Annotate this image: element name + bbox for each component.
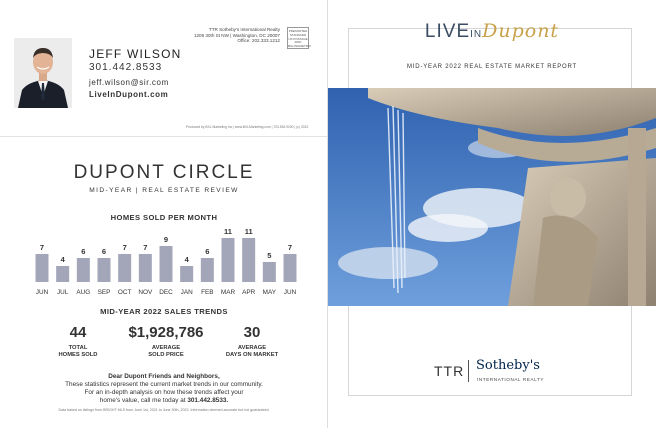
month-tick-label: JUN	[283, 289, 297, 296]
logo-in: IN	[470, 29, 483, 40]
bar-value-label: 9	[163, 235, 169, 244]
month-tick-label: AUG	[76, 289, 91, 296]
return-address-office: Office: 202.333.1212	[237, 38, 280, 44]
message-call-text: home's value, call me today at	[99, 397, 186, 404]
message-phone: 301.442.8533.	[187, 397, 229, 404]
bar-jun-0	[36, 254, 49, 282]
month-tick-label: JUL	[56, 289, 69, 296]
bar-apr-10	[242, 238, 255, 282]
bar-value-label: 7	[122, 243, 127, 252]
agent-phone: 301.442.8533	[89, 62, 163, 73]
bar-value-label: 6	[81, 247, 86, 256]
trends-title: MID-YEAR 2022 SALES TRENDS	[100, 307, 228, 316]
bar-sep-3	[98, 258, 111, 282]
stat-avg-price-label	[116, 345, 216, 359]
brand-international-realty: INTERNATIONAL REALTY	[477, 377, 545, 382]
stat-label-line: SOLD PRICE	[148, 352, 184, 358]
stat-label-line: AVERAGE	[151, 345, 181, 351]
bar-value-label: 6	[205, 247, 210, 256]
month-tick-label: DEC	[159, 289, 173, 296]
return-address	[160, 27, 280, 44]
agent-email: jeff.wilson@sir.com	[89, 78, 169, 87]
brand-sothebys: Sotheby's	[476, 358, 540, 373]
month-tick-label: MAR	[220, 289, 236, 296]
bar-value-label: 4	[60, 255, 65, 264]
bar-value-label: 11	[224, 227, 232, 236]
brand-ttr: TTR	[434, 363, 465, 379]
mailer-cover-panel	[328, 0, 656, 428]
message-line: For an in-depth analysis on how these trends affect your	[84, 389, 244, 396]
bar-jun-12	[284, 254, 297, 282]
month-tick-label: SEP	[97, 289, 111, 296]
stat-label-line: HOMES SOLD	[58, 352, 98, 358]
logo-dupont: Dupont	[482, 20, 560, 42]
ttr-sothebys-logo	[328, 357, 656, 387]
stat-avg-days-value: 30	[243, 324, 261, 341]
agent-name: JEFF WILSON	[89, 47, 182, 61]
month-tick-label: MAY	[262, 289, 277, 296]
bar-feb-8	[201, 258, 214, 282]
month-tick-label: NOV	[138, 289, 153, 296]
homes-sold-chart	[0, 222, 328, 300]
bar-mar-9	[222, 238, 235, 282]
cover-report-title: MID-YEAR 2022 REAL ESTATE MARKET REPORT	[407, 64, 577, 70]
bar-may-11	[263, 262, 276, 282]
month-tick-label: JUN	[35, 289, 49, 296]
message-greeting: Dear Dupont Friends and Neighbors,	[108, 373, 220, 380]
agent-photo	[14, 38, 72, 108]
stat-avg-price-value: $1,928,786	[128, 324, 204, 341]
producer-fineprint: Produced by BXL Marketing Inc | www.BXLMarketing.com | 703.553.9200 | (c) 2022	[186, 125, 309, 129]
agent-message	[0, 373, 328, 405]
stat-label-line: DAYS ON MARKET	[225, 352, 279, 358]
stat-total-homes-label	[28, 345, 128, 359]
bar-value-label: 7	[39, 243, 45, 252]
brand-divider	[468, 360, 469, 382]
return-address-street: 1206 30th St NW | Washington, DC 20007	[193, 32, 280, 38]
bar-value-label: 7	[287, 243, 293, 252]
bar-value-label: 7	[143, 243, 148, 252]
bar-aug-2	[77, 258, 90, 282]
bar-value-label: 5	[267, 251, 272, 260]
bar-value-label: 6	[101, 247, 107, 256]
report-subtitle: MID-YEAR | REAL ESTATE REVIEW	[89, 187, 239, 194]
bar-jul-1	[56, 266, 69, 282]
report-title: DUPONT CIRCLE	[73, 162, 255, 183]
return-address-company: TTR Sotheby's International Realty	[208, 27, 280, 32]
data-disclaimer: Data based on listings from BRIGHT MLS from June 1st, 2021 to June 30th, 2022. Information deemed accurate but not guaranteed.	[58, 408, 270, 412]
bar-dec-6	[160, 246, 173, 282]
month-tick-label: OCT	[117, 289, 132, 296]
logo-live: LIVE	[424, 21, 471, 42]
bar-value-label: 4	[184, 255, 189, 264]
chart-title: HOMES SOLD PER MONTH	[110, 213, 218, 222]
stat-label-line: TOTAL	[68, 345, 88, 351]
stat-total-homes-value: 44	[69, 324, 87, 341]
bar-jan-7	[180, 266, 193, 282]
stat-avg-days-label	[202, 345, 302, 359]
agent-website: LiveInDupont.com	[89, 90, 169, 99]
message-line: These statistics represent the current market trends in our community.	[65, 381, 263, 388]
postage-indicia: PRESORTED STANDARD US POSTAGE PAID BILLINGMETRIX	[288, 29, 311, 49]
bar-oct-4	[118, 254, 131, 282]
live-in-dupont-logo	[328, 20, 656, 43]
divider	[0, 136, 328, 137]
fountain-photo	[328, 88, 656, 306]
message-line	[0, 397, 328, 405]
month-tick-label: JAN	[180, 289, 193, 296]
bar-nov-5	[139, 254, 152, 282]
month-tick-label: FEB	[201, 289, 214, 296]
month-tick-label: APR	[242, 289, 256, 296]
stat-label-line: AVERAGE	[237, 345, 267, 351]
bar-value-label: 11	[244, 227, 253, 236]
